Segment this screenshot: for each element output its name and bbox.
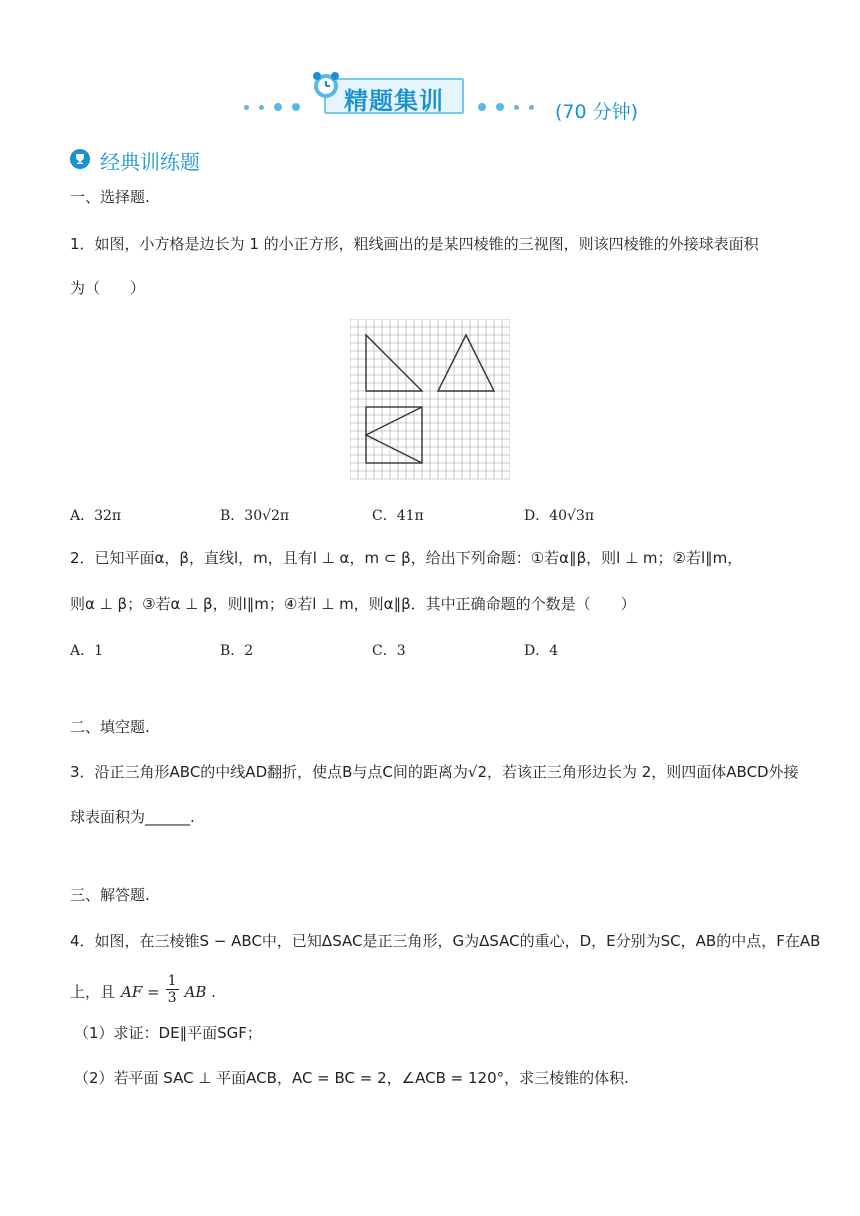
q1-option-c: C．41π <box>372 508 424 524</box>
header-dots-right <box>478 103 534 111</box>
q4-sub2: （2）若平面 SAC ⊥ 平面ACB，AC = BC = 2，∠ACB = 120°，求三棱锥的体积. <box>74 1069 629 1087</box>
q2-line2: 则α ⊥ β；③若α ⊥ β，则l∥m；④若l ⊥ m，则α∥β．其中正确命题的个数是（ ） <box>70 595 636 613</box>
time-limit: (70 分钟) <box>555 101 639 123</box>
q4-line1: 4．如图，在三棱锥S − ABC中，已知ΔSAC是正三角形，G为ΔSAC的重心，D，E分别为SC，AB的中点，F在AB <box>70 932 821 950</box>
q2-option-d: D．4 <box>524 643 559 659</box>
q3-line2: 球表面积为______. <box>70 808 195 826</box>
q3-line1: 3．沿正三角形ABC的中线AD翻折，使点B与点C间的距离为√2，若该正三角形边长为 2，则四面体ABCD外接 <box>70 763 799 781</box>
fraction-denominator: 3 <box>167 990 177 1006</box>
q4-line2 <box>70 973 216 1006</box>
q2-option-a: A．1 <box>70 643 104 659</box>
part3-heading: 三、解答题. <box>70 886 150 904</box>
three-view-figure <box>350 319 510 485</box>
q4-line2-suffix: AB . <box>184 982 216 1001</box>
fraction-numerator: 1 <box>167 973 177 989</box>
alarm-clock-icon <box>311 70 341 104</box>
q1-line1: 1．如图，小方格是边长为 1 的小正方形，粗线画出的是某四棱锥的三视图，则该四棱锥的外接球表面积 <box>70 235 759 253</box>
q2-option-b: B．2 <box>220 643 254 659</box>
header-dots-left <box>244 103 300 111</box>
header-title: 精题集训 <box>344 87 444 115</box>
fraction <box>166 973 179 1006</box>
section-title: 经典训练题 <box>100 150 200 174</box>
part1-heading: 一、选择题. <box>70 188 150 206</box>
q1-option-a: A．32π <box>70 508 122 524</box>
q4-sub1: （1）求证：DE∥平面SGF； <box>74 1024 262 1042</box>
q2-line1: 2．已知平面α，β，直线l，m，且有l ⊥ α，m ⊂ β，给出下列命题：①若α∥β，则l ⊥ m；②若l∥m， <box>70 549 743 567</box>
q4-line2-prefix: 上，且 <box>70 982 116 1001</box>
q4-line2-math: AF = <box>121 982 160 1001</box>
q1-option-d: D．40√3π <box>524 508 595 524</box>
q2-option-c: C．3 <box>372 643 406 659</box>
trophy-icon <box>70 149 90 169</box>
q1-line2: 为（ ） <box>70 279 146 297</box>
q1-option-b: B．30√2π <box>220 508 290 524</box>
part2-heading: 二、填空题. <box>70 718 150 736</box>
